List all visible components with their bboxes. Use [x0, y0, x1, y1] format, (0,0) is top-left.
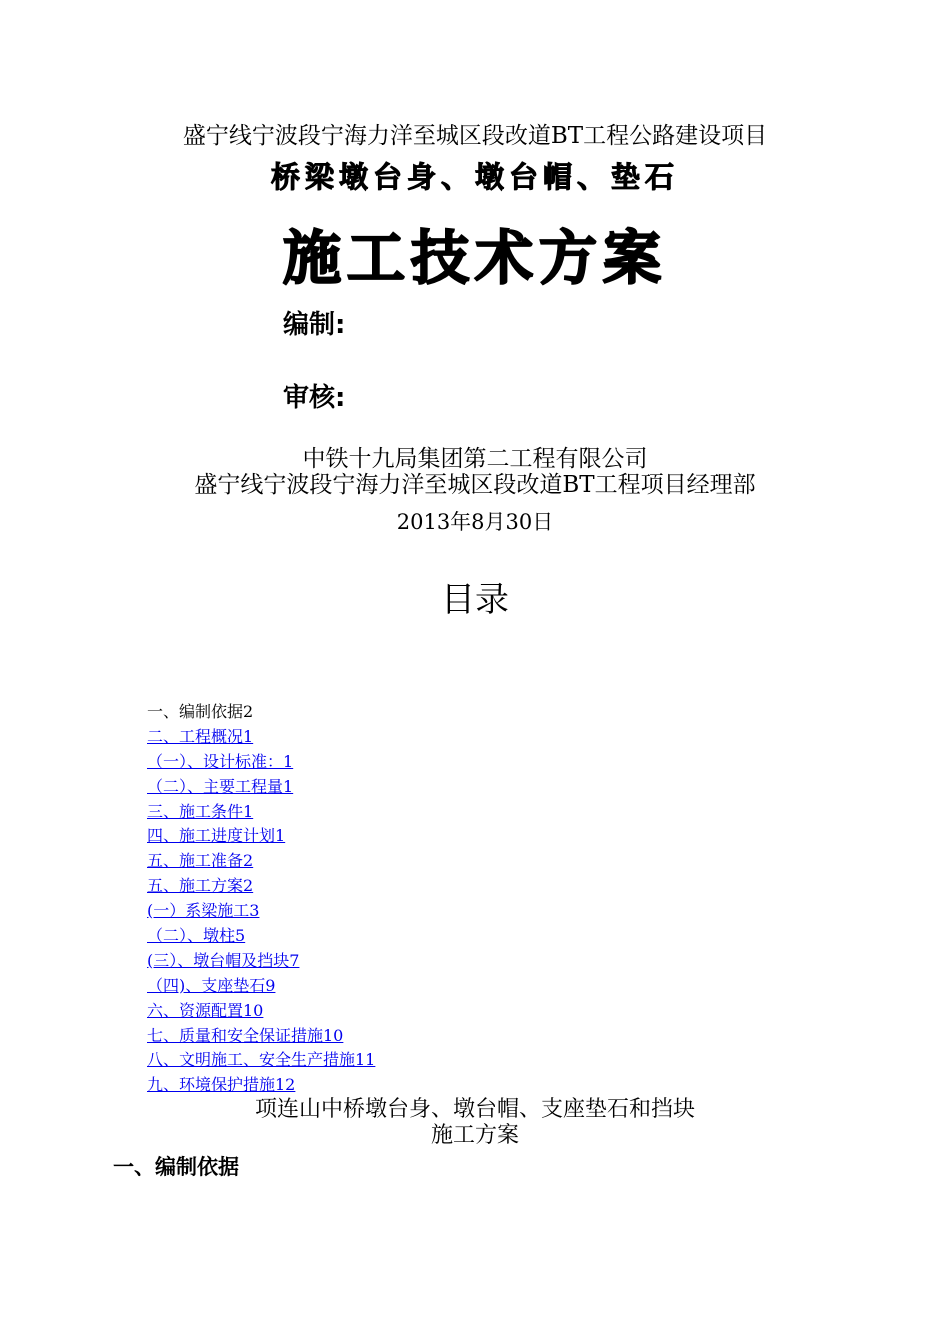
- toc-link-construction-scheme[interactable]: 五、施工方案2: [147, 876, 254, 896]
- project-line: 盛宁线宁波段宁海力洋至城区段改道BT工程公路建设项目: [182, 123, 768, 149]
- toc-link-construction-preparation[interactable]: 五、施工准备2: [147, 851, 254, 871]
- compiler-label: 编制:: [283, 310, 346, 340]
- toc-link-design-standards[interactable]: （一）、设计标准：1: [147, 751, 294, 771]
- toc-link-civilized-construction[interactable]: 八、文明施工、安全生产措施11: [147, 1050, 376, 1070]
- toc-link-quality-safety[interactable]: 七、质量和安全保证措施10: [147, 1025, 344, 1045]
- toc-link-main-quantities[interactable]: （二）、主要工程量1: [147, 776, 294, 796]
- toc-link-tie-beam[interactable]: (一）系梁施工3: [147, 901, 260, 921]
- toc-list: [147, 700, 375, 1098]
- toc-link-pier-cap-blocks[interactable]: (三）、墩台帽及挡块7: [147, 950, 300, 970]
- toc-link-bearing-pads[interactable]: （四)、支座垫石9: [147, 975, 276, 995]
- toc-title: 目录: [441, 580, 509, 620]
- reviewer-label: 审核:: [283, 383, 346, 413]
- heading-compilation-basis: 一、编制依据: [113, 1155, 239, 1179]
- subject-title: 桥梁墩台身、墩台帽、垫石: [270, 160, 679, 194]
- project-department: 盛宁线宁波段宁海力洋至城区段改道BT工程项目经理部: [194, 472, 756, 498]
- company-name: 中铁十九局集团第二工程有限公司: [302, 446, 648, 472]
- toc-link-environmental-protection[interactable]: 九、环境保护措施12: [147, 1075, 296, 1095]
- toc-link-schedule-plan[interactable]: 四、施工进度计划1: [147, 826, 286, 846]
- section-title-line2: 施工方案: [430, 1123, 519, 1148]
- toc-link-resource-allocation[interactable]: 六、资源配置10: [147, 1000, 264, 1020]
- toc-link-project-overview[interactable]: 二、工程概况1: [147, 726, 254, 746]
- document-date: 2013年8月30日: [396, 510, 554, 534]
- toc-link-pier-column[interactable]: （二）、墩柱5: [147, 926, 246, 946]
- toc-item-compilation-basis: 一、编制依据2: [147, 702, 254, 721]
- section-title-line1: 项连山中桥墩台身、墩台帽、支座垫石和挡块: [254, 1097, 695, 1122]
- toc-link-construction-conditions[interactable]: 三、施工条件1: [147, 801, 254, 821]
- main-title: 施工技术方案: [282, 224, 667, 292]
